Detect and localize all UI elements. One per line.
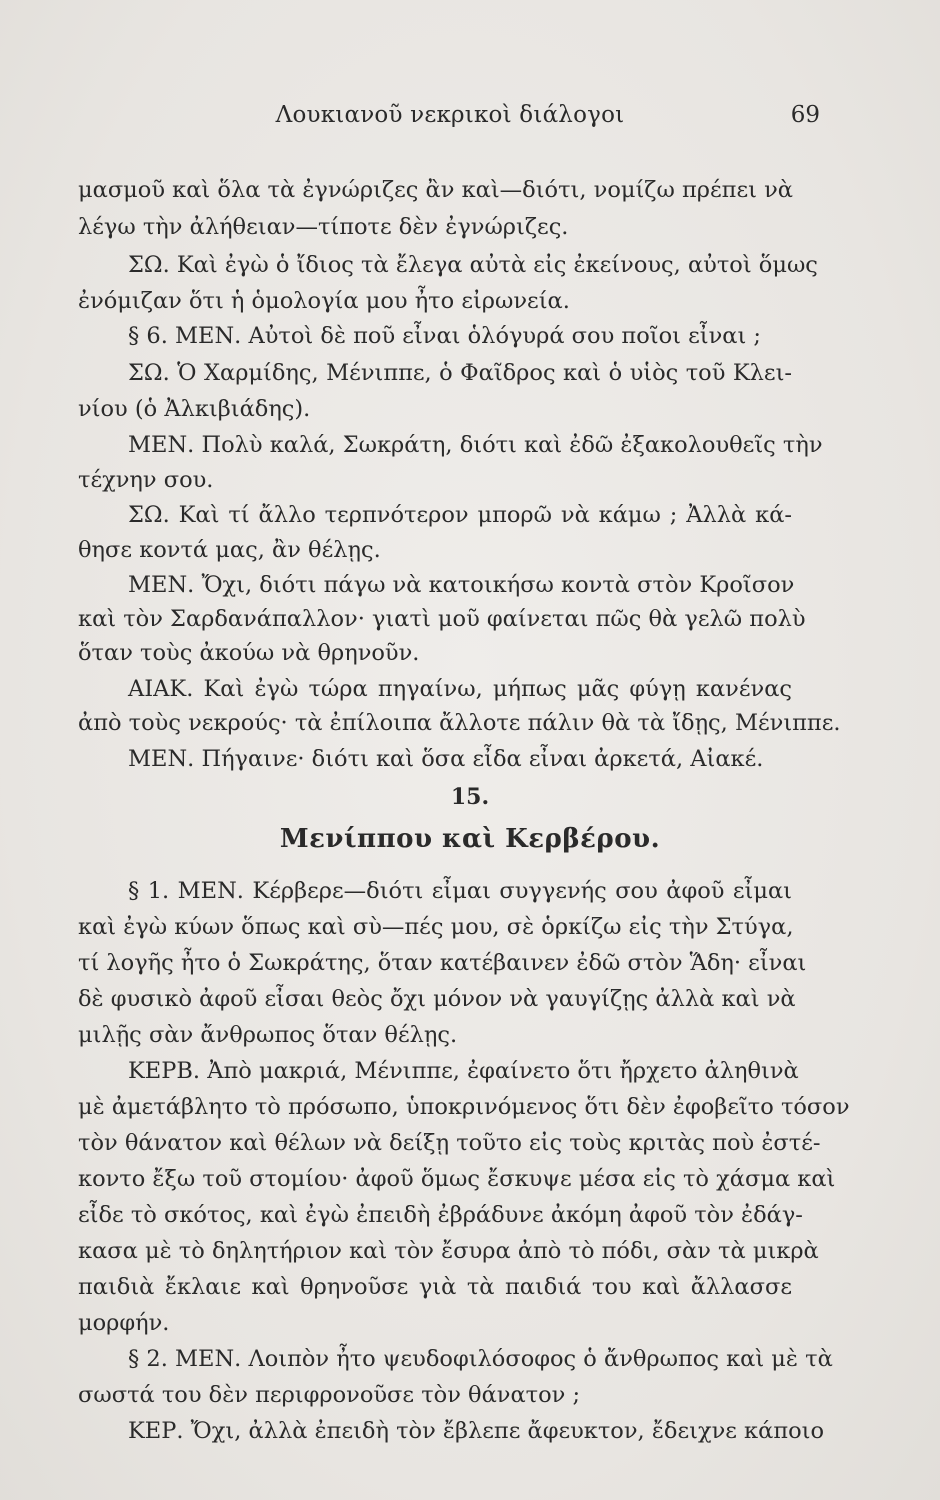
text-line: λέγω τὴν ἀλήθειαν—τίποτε δὲν ἐγνώριζες. [78, 214, 569, 240]
text-line: ὅταν τοὺς ἀκούω νὰ θρηνοῦν. [78, 640, 420, 666]
text-line: ΜΕΝ. Πήγαινε· διότι καὶ ὅσα εἶδα εἶναι ἀρκετά, Αἰακέ. [128, 746, 764, 772]
section-number: 15. [450, 784, 490, 810]
text-line: σωστά του δὲν περιφρονοῦσε τὸν θάνατον ; [78, 1382, 581, 1408]
text-line: τὸν θάνατον καὶ θέλων νὰ δείξῃ τοῦτο εἰς τοὺς κριτὰς ποὺ ἐστέ- [78, 1130, 821, 1156]
text-line: μιλῇς σὰν ἄνθρωπος ὅταν θέλῃς. [78, 1022, 458, 1048]
text-line: ΚΕΡ. Ὄχι, ἀλλὰ ἐπειδὴ τὸν ἔβλεπε ἄφευκτον, ἔδειχνε κάποιο [128, 1418, 825, 1444]
text-line: κοντο ἔξω τοῦ στομίου· ἀφοῦ ὅμως ἔσκυψε μέσα εἰς τὸ χάσμα καὶ [78, 1166, 836, 1192]
text-line: εἶδε τὸ σκότος, καὶ ἐγὼ ἐπειδὴ ἐβράδυνε ἀκόμη ἀφοῦ τὸν ἐδάγ- [78, 1202, 803, 1228]
text-line: θησε κοντά μας, ἂν θέλῃς. [78, 537, 381, 563]
text-line: δὲ φυσικὸ ἀφοῦ εἶσαι θεὸς ὄχι μόνον νὰ γαυγίζῃς ἀλλὰ καὶ νὰ [78, 986, 796, 1012]
text-line: ἐνόμιζαν ὅτι ἡ ὁμολογία μου ἦτο εἰρωνεία. [78, 288, 570, 314]
page-number: 69 [790, 102, 820, 128]
text-line: νίου (ὁ Ἀλκιβιάδης). [78, 396, 311, 422]
text-line: καὶ τὸν Σαρδανάπαλλον· γιατὶ μοῦ φαίνεται πῶς θὰ γελῶ πολὺ [78, 606, 806, 632]
section-title: Μενίππου καὶ Κερβέρου. [279, 824, 661, 854]
text-line: ἀπὸ τοὺς νεκρούς· τὰ ἐπίλοιπα ἄλλοτε πάλιν θὰ τὰ ἴδῃς, Μένιππε. [78, 710, 841, 736]
text-line: μασμοῦ καὶ ὅλα τὰ ἐγνώριζες ἂν καὶ—διότι, νομίζω πρέπει νὰ [78, 177, 793, 203]
text-line: κασα μὲ τὸ δηλητήριον καὶ τὸν ἔσυρα ἀπὸ τὸ πόδι, σὰν τὰ μικρὰ [78, 1238, 819, 1264]
text-line: ΣΩ. Καὶ τί ἄλλο τερπνότερον μπορῶ νὰ κάμω ; Ἀλλὰ κά- [128, 502, 792, 528]
text-line: ΑΙΑΚ. Καὶ ἐγὼ τώρα πηγαίνω, μήπως μᾶς φύγῃ κανένας [128, 676, 792, 702]
text-line: ΣΩ. Καὶ ἐγὼ ὁ ἴδιος τὰ ἔλεγα αὐτὰ εἰς ἐκείνους, αὐτοὶ ὅμως [128, 252, 818, 278]
text-line: ΣΩ. Ὁ Χαρμίδης, Μένιππε, ὁ Φαῖδρος καὶ ὁ υἱὸς τοῦ Κλει- [128, 360, 792, 386]
running-header [80, 102, 820, 136]
text-line: § 1. ΜΕΝ. Κέρβερε—διότι εἶμαι συγγενής σου ἀφοῦ εἶμαι [128, 878, 792, 904]
text-line: τέχνην σου. [78, 467, 214, 493]
text-line: ΜΕΝ. Ὄχι, διότι πάγω νὰ κατοικήσω κοντὰ στὸν Κροῖσον [128, 572, 795, 598]
text-line: ΚΕΡΒ. Ἀπὸ μακριά, Μένιππε, ἐφαίνετο ὅτι ἤρχετο ἀληθινὰ [128, 1058, 799, 1084]
text-line: παιδιὰ ἔκλαιε καὶ θρηνοῦσε γιὰ τὰ παιδιά του καὶ ἄλλασσε [78, 1274, 792, 1300]
text-line: § 2. ΜΕΝ. Λοιπὸν ἦτο ψευδοφιλόσοφος ὁ ἄνθρωπος καὶ μὲ τὰ [128, 1346, 833, 1372]
text-line: μὲ ἀμετάβλητο τὸ πρόσωπο, ὑποκρινόμενος ὅτι δὲν ἐφοβεῖτο τόσον [78, 1094, 850, 1120]
text-line: καὶ ἐγὼ κύων ὅπως καὶ σὺ—πές μου, σὲ ὁρκίζω εἰς τὴν Στύγα, [78, 914, 794, 940]
text-line: ΜΕΝ. Πολὺ καλά, Σωκράτη, διότι καὶ ἐδῶ ἐξακολουθεῖς τὴν [128, 432, 823, 458]
text-line: § 6. ΜΕΝ. Αὐτοὶ δὲ ποῦ εἶναι ὁλόγυρά σου ποῖοι εἶναι ; [128, 323, 761, 349]
text-line: μορφήν. [78, 1310, 170, 1336]
running-title: Λουκιανοῦ νεκρικοὶ διάλογοι [275, 102, 625, 128]
text-line: τί λογῆς ἦτο ὁ Σωκράτης, ὅταν κατέβαινεν ἐδῶ στὸν Ἅδη· εἶναι [78, 950, 807, 976]
